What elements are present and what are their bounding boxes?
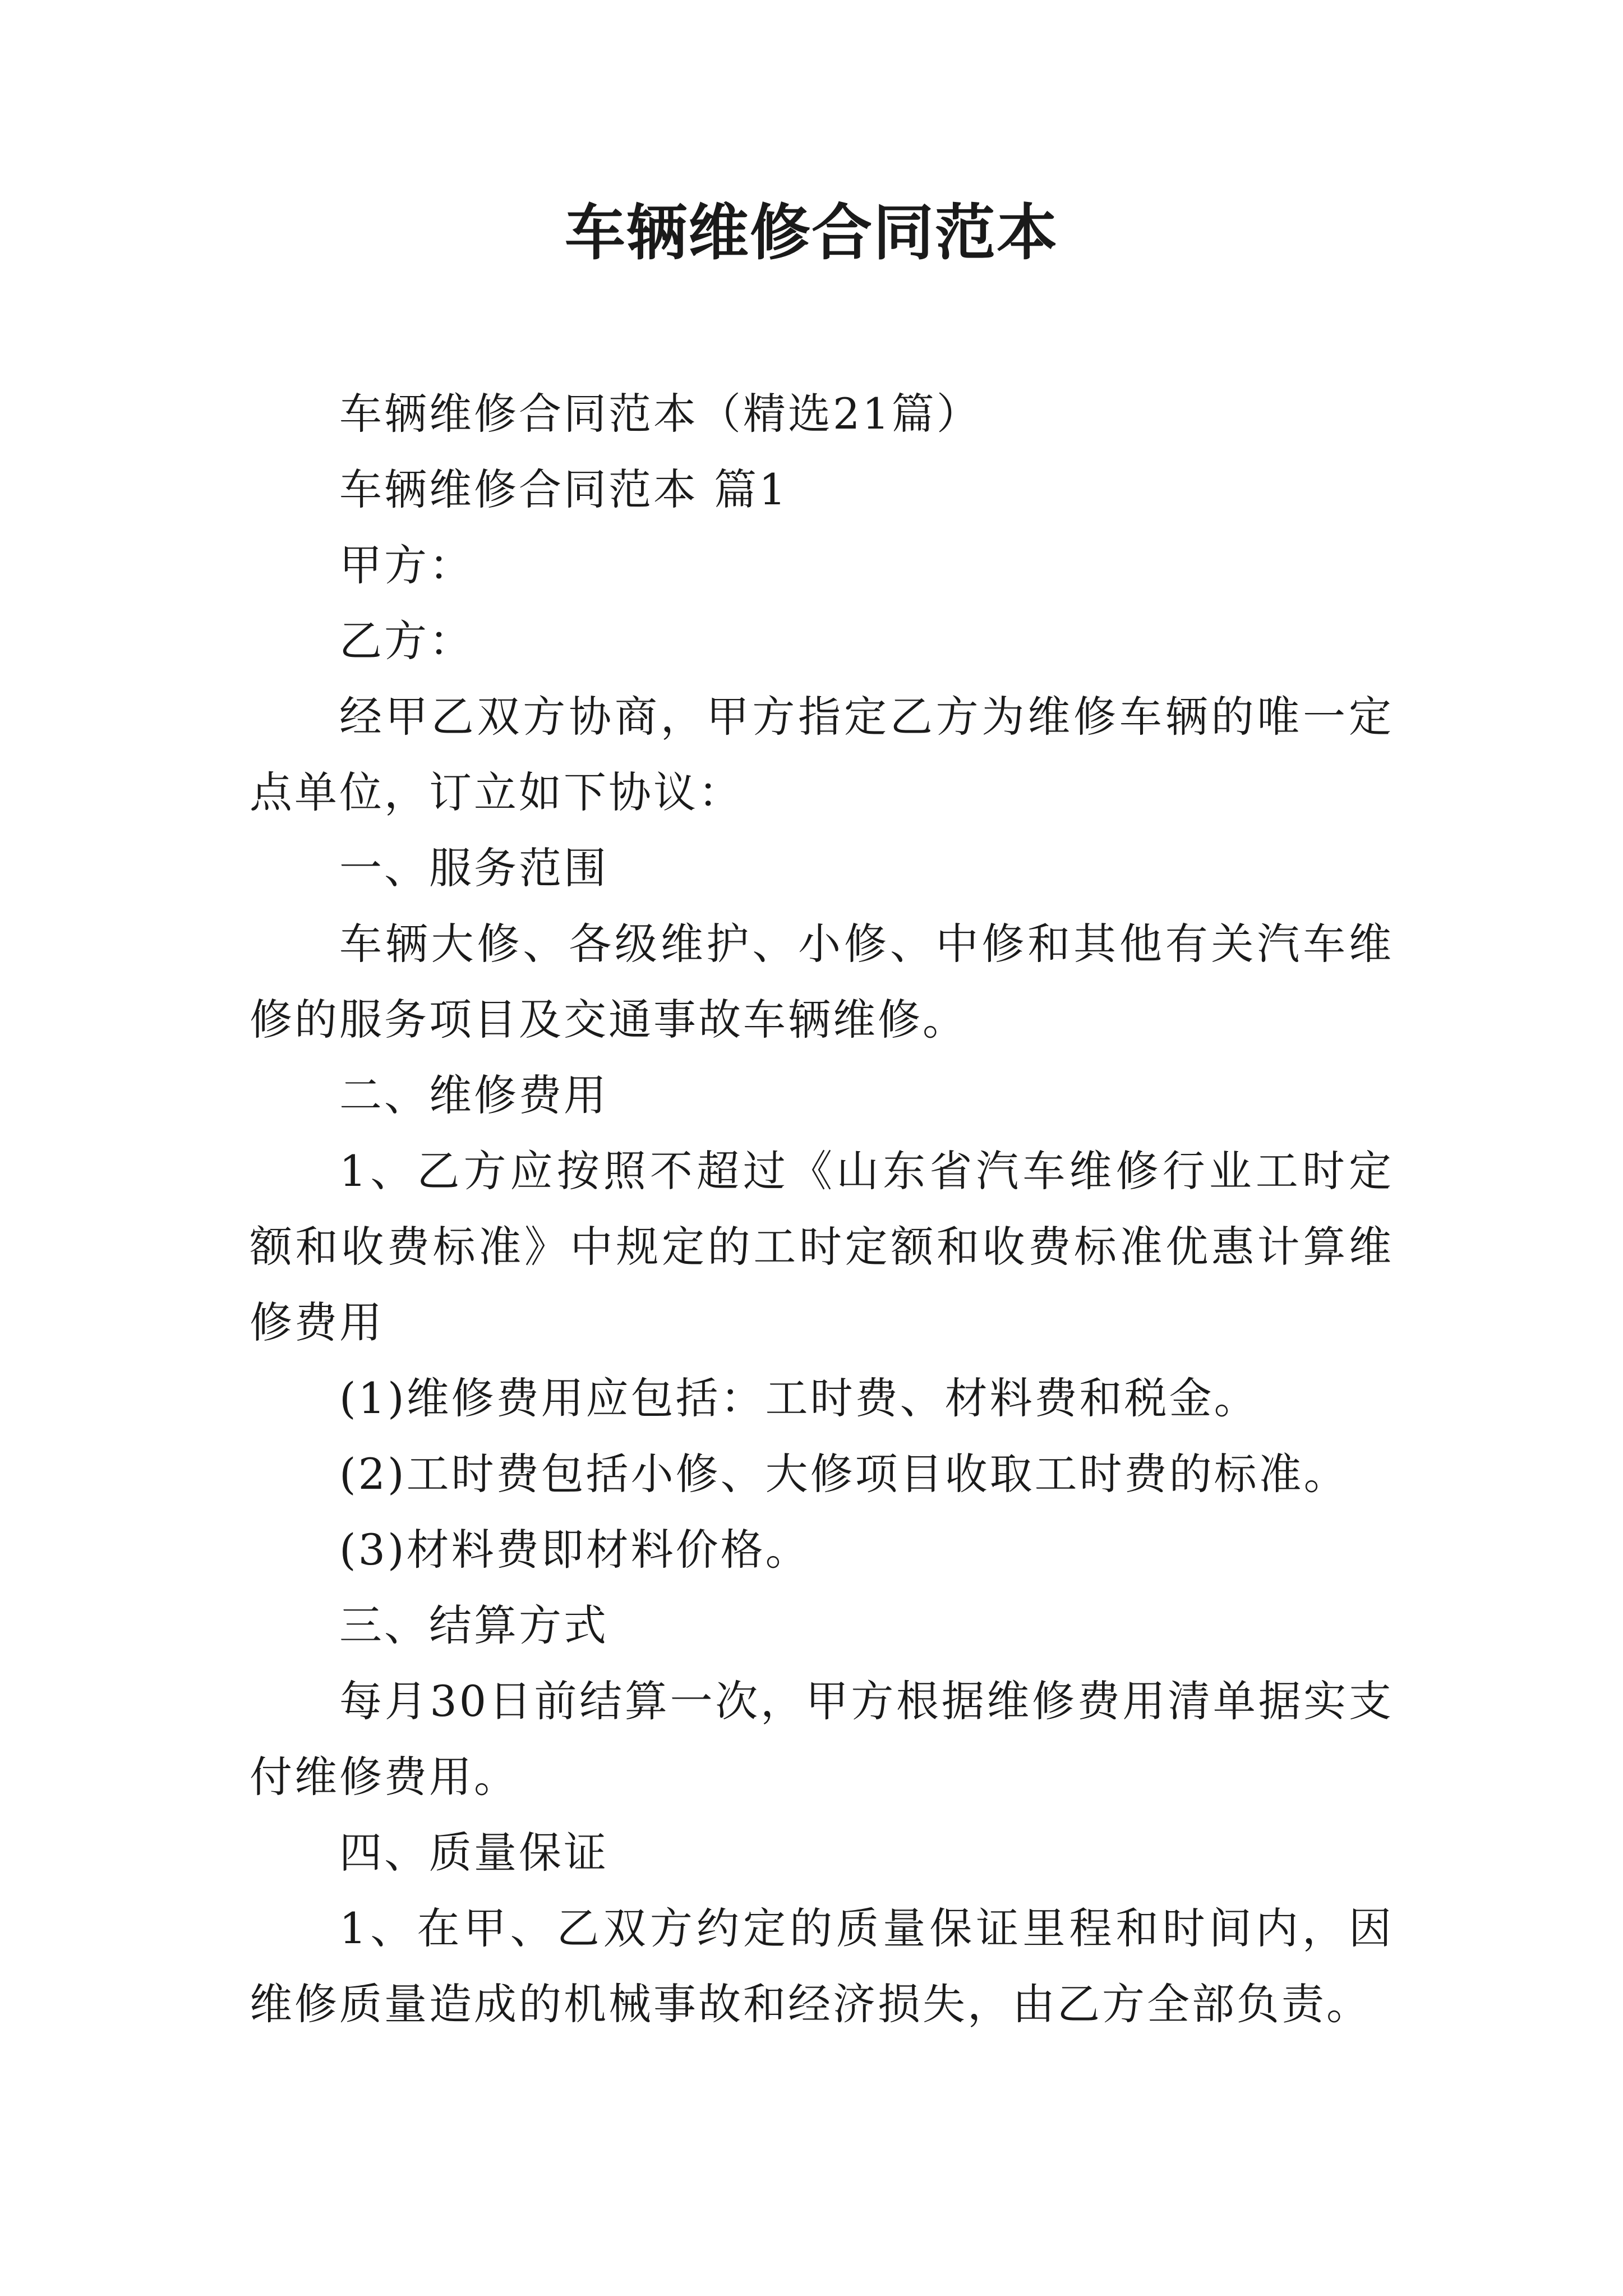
paragraph-settlement: 每月30日前结算一次，甲方根据维修费用清单据实支付维修费用。: [250, 1676, 1394, 1802]
paragraph-fee-standard: 1、乙方应按照不超过《山东省汽车维修行业工时定额和收费标准》中规定的工时定额和收费标准优惠计算维修费用: [250, 1146, 1394, 1347]
paragraph-service-scope: 车辆大修、各级维护、小修、中修和其他有关汽车维修的服务项目及交通事故车辆维修。: [250, 919, 1394, 1045]
paragraph-party-b: 乙方：: [339, 616, 474, 666]
paragraph-fee-item-2: (2)工时费包括小修、大修项目收取工时费的标准。: [339, 1449, 1349, 1499]
paragraph-subtitle: 车辆维修合同范本（精选21篇）: [339, 389, 981, 439]
heading-settlement: 三、结算方式: [339, 1600, 608, 1650]
paragraph-fee-item-3: (3)材料费即材料价格。: [339, 1525, 810, 1575]
heading-repair-fees: 二、维修费用: [339, 1070, 608, 1120]
paragraph-section-heading: 车辆维修合同范本 篇1: [339, 464, 789, 514]
paragraph-fee-item-1: (1)维修费用应包括：工时费、材料费和税金。: [339, 1373, 1259, 1423]
paragraph-quality-guarantee: 1、在甲、乙双方约定的质量保证里程和时间内，因维修质量造成的机械事故和经济损失，由乙方全部负责。: [250, 1903, 1394, 2029]
document-title: 车辆维修合同范本: [564, 197, 1058, 268]
paragraph-intro: 经甲乙双方协商，甲方指定乙方为维修车辆的唯一定点单位，订立如下协议：: [250, 692, 1394, 817]
document-body: [250, 376, 1394, 2042]
paragraph-party-a: 甲方：: [339, 540, 474, 590]
heading-service-scope: 一、服务范围: [339, 843, 608, 893]
heading-quality-guarantee: 四、质量保证: [339, 1828, 608, 1878]
